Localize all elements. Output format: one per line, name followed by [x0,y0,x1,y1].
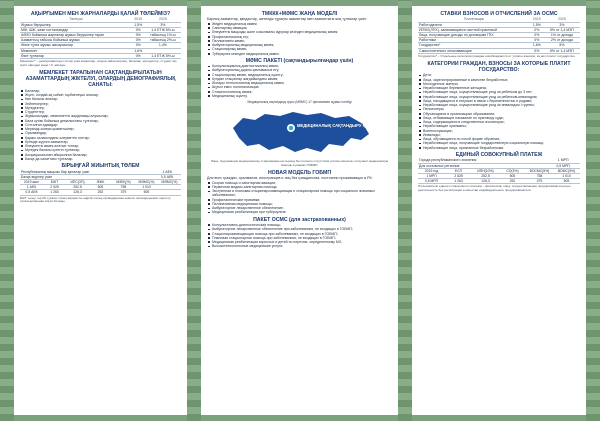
list-item: Жедел медициналық көмек; [207,22,392,26]
list-item: Туберкулез кезіндегі медициналық көмек. [207,52,392,56]
table-cell: 1 МРП [426,173,437,178]
table-cell: 1,5% [132,22,145,27]
column-header: МЗБҚ(%) [116,179,131,184]
column-header: ЕСП [454,168,463,173]
list-item: Лица, находящиеся в отпусках в связи с беременностью и родами; [418,99,580,103]
list-item: Басқа да санаттағы тұлғалар. [20,157,181,161]
list-item: Мерзімді әскери қызметшілер; [20,127,181,131]
list-item: Многодетные матери; [418,82,580,86]
table-cell: Республикалық маңызы бар қалалар үшін [20,170,153,175]
list-item: Лица, содержащиеся в следственных изоляторах; [418,120,580,124]
payment-footnote: БЖТ төлеу тәртібі туралы толық ақпаратты өңірлік салық органдарынан немесе халыққа қызмет көрсету орталықтарынан алуға болады. [20,195,171,204]
table-cell: 3% [145,22,181,27]
list-item: Скорая помощь и санитарная авиация; [207,181,392,185]
table-cell: Басқа өңірлер үшін [20,174,153,179]
map-caption: Медициналық сақтандыру қоры (МӘМС) 17 филиалмен жұмыс істейді [247,100,352,105]
table-header-cell: Төлеуші [20,17,132,22]
list-item: Обучающиеся в организациях образования; [418,112,580,116]
table-cell: 1,5% [530,22,544,27]
section-title: БІРЫҢҒАЙ ЖИЫНТЫҚ ТӨЛЕМ [61,163,140,170]
table-header-cell: 2025 [544,17,580,22]
section-title: МЕМЛЕКЕТ ТАРАПЫНАН САҚТАНДЫРЫЛАТЫН АЗАМАТТАРДЫҢ ЖІКТЕЛУІ, ОЛАРДЫҢ ДЕМОГРАФИЯЛЫҚ САНАТЫ: [25,69,176,89]
list-item: Неработающие лица, осуществляющие уход за инвалидом I группы; [418,103,580,107]
table-cell: 1 АЕК [153,170,181,175]
list-item: Лица, отбывающие наказание по приговору суда; [418,116,580,120]
table-cell: 252,5 [481,173,490,178]
list-item: Первичная медико-санитарная помощь; [207,185,392,189]
list-item: Стационарозамещающая помощь при заболеваниях, не входящих в ГОБМП; [207,232,392,236]
list-item: Инвалиды; [418,133,580,137]
table-cell: 758 [120,185,127,190]
table-cell: 1% от дохода [544,33,580,38]
map-label: МЕДИЦИНАЛЫҚ САҚТАНДЫРУ ҚОРЫ [296,123,375,129]
table-cell: 0,5 АЕК [153,174,181,179]
table-cell: 0% [132,27,145,32]
gobmp-list-kz [207,22,392,56]
section-title: АҚЫРҒЫМЕН МЕН ЖАРНАЛАРДЫ ҚАЛАЙ ТӨЛЕЙМІЗ? [30,11,171,17]
list-item: Студенттер; [20,110,181,114]
panel-russian-rates [412,6,586,415]
category-list [20,89,181,161]
list-item: Амбулаторное лекарственное обеспечение при заболеваниях, не входящих в ГОБМП; [207,227,392,231]
table-cell: 1,4% [145,43,181,48]
list-item: Балалар; [20,89,181,93]
list-item: Неработающие оралманы; [418,124,580,128]
list-item: Оралмандар; [20,131,181,135]
table-cell: 0% [530,48,544,53]
table-cell: 1 МРП [546,158,580,163]
column-header: СО(3%) [506,168,519,173]
section-title: КАТЕГОРИИ ГРАЖДАН, ВЗНОСЫ ЗА КОТОРЫЕ ПЛАТИТ ГОСУДАРСТВО: [427,60,571,74]
country-shape [233,112,369,152]
column-header: МӘМС(%) [161,179,178,184]
single-payment-table [418,158,580,168]
list-item: Лица, обучающиеся по очной форме обучения; [418,137,580,141]
table-cell: Государство* [418,43,530,48]
list-item: Күтімде жүрген азаматтар; [20,140,181,144]
gobmp-list-ru [207,181,392,215]
list-item: Амбулаторное лекарственное обеспечение; [207,206,392,210]
list-item: Қаржы саласындағы әлеуметтік топтар; [20,136,181,140]
table-cell: 0% [132,38,145,43]
table-row [20,174,181,179]
table-cell: 379 [120,190,127,195]
table-cell: Жеке тұлға жұмыс жасаушылар [20,43,132,48]
list-item: Мүгедек баланы күтетін тұлғалар; [20,148,181,152]
section-title: МӘМС ПАКЕТІ (сақтандырылғандар үшін) [245,57,354,64]
table-cell: Лица, получающие доходы по договорам ГПХ [418,33,530,38]
column-header: БЖТ [50,179,59,184]
table-cell: 126,3 [481,179,490,184]
decorative-strip-fold-1 [187,0,201,421]
list-item: Лица, зарегистрированные в качестве безработных; [418,78,580,82]
table-cell: 379 [536,179,543,184]
rates-table [418,17,580,53]
list-item: Зейнеткерлер; [20,102,181,106]
list-item: Консультациялық-диагностикалық көмек; [207,64,392,68]
table-cell: 126,3 [73,190,82,195]
map-note: Лица, подлежащие медицинскому страхованию на период без полного отсутствия уплаты взносов, получают медицинскую помощь в рамках ГОБМП. [210,159,389,168]
table-cell: МЖ, ШЖ, жеке сотталғандар [20,27,132,32]
list-item: Амбулаториялық дәрілік қамтамасыз ету; [207,68,392,72]
table-cell: АӨЗО бойынша жарналар жұмыс берушілер тарап [20,33,132,38]
table-cell: 758 [536,173,543,178]
list-item: Неработающие лица, осуществляющие уход за ребенком до 3 лет; [418,90,580,94]
list-item: Көп балалы аналар; [20,97,181,101]
table-cell: Города республиканского значения [418,158,546,163]
list-item: Бала күтімі бойынша демалыстағы тұлғалар; [20,119,181,123]
table-cell: 3% [544,22,580,27]
table-cell: 0,5 АЕК [25,190,38,195]
list-item: Стационарлық көмек; [207,47,392,51]
table-cell: 252,5 [73,185,82,190]
table-cell: 0,5 МРП [424,179,439,184]
table-row [20,53,181,58]
decorative-strip-fold-2 [398,0,412,421]
table-cell: Мемлекет [20,48,132,53]
table-cell: 1 263 [454,179,463,184]
list-item: Неработающие лица, признанные безработными. [418,146,580,150]
list-item: Профилактические прививки; [207,198,392,202]
table-cell: 5% от 1,4 МЗП [544,27,580,32]
list-item: Неработающие беременные женщины; [418,86,580,90]
list-item: Әлеуметтік көмек алатын топтар; [20,144,181,148]
table-cell: 1 263 [50,190,59,195]
payment-rows [20,185,181,195]
table-cell: Жұмыс берушілер [20,22,132,27]
list-item: Медицинская реабилитация при туберкулезе. [207,210,392,214]
table-cell: Азаматтың табысы бойынша жұмыс [20,38,132,43]
table-cell: Для остальных регионов [418,163,546,168]
table-row [418,163,580,168]
table-cell: ИП/КХ(ЛПХ), занимающиеся частной практикой [418,27,530,32]
table-header-cell: 2025 [145,17,181,22]
table-cell: 1,4 ЕТЖ 5%-ы [145,27,181,32]
payment-footnote: Пользователи единого совокупного платежа – физические лица, осуществляющие предпринимательскую деятельность без регистрации в качестве индивидуального предпринимателя. [418,184,571,193]
list-item: Амбулаториялық медициналық көмек; [207,43,392,47]
payment-rows [418,174,580,184]
list-item: Мүгедектер; [20,106,181,110]
table-header-cell: 2019 [132,17,145,22]
table-cell: 252 [97,190,104,195]
table-cell: 252 [509,179,516,184]
panel-kazakh-rates [14,6,187,415]
table-cell: 2% от дохода [544,38,580,43]
table-cell: 1 010 [142,185,151,190]
list-item: Экстренная и плановая стационарозамещающая и стационарная помощь при социально значимых заболеваниях; [207,189,392,198]
column-header: 2019 год [424,168,439,173]
list-item: Сотталған адамдар; [20,123,181,127]
table-cell: 505 [97,185,104,190]
list-item: Неработающие лица, осуществляющие уход за ребенком-инвалидом; [418,95,580,99]
list-item: Плановая стационарная помощь при заболеваниях, не входящих в ГОБМП; [207,236,392,240]
table-cell: 0% [530,33,544,38]
column-header: ӘЖК [96,179,105,184]
table-cell: 1 010 [562,173,571,178]
table-cell: Өзге тұлғалар [20,53,132,58]
column-header: ВОМС(5%) [557,168,576,173]
list-item: Профилактикалық егу; [207,35,392,39]
column-header: ВОСМС(5%) [529,168,550,173]
column-header: ИПС(ЗП) [70,179,85,184]
section-title: ЕДИНЫЙ СОВОКУПНЫЙ ПЛАТЕЖ [455,151,543,158]
list-item: Жүкті, сондай-ақ сәбиін тәрбиелеуші аналар; [20,93,181,97]
list-item: Жоғары технологиялық медициналық көмек; [207,81,392,85]
table-cell: Работодатели [418,22,530,27]
list-item: Асыраушысынан айырылған балалар; [20,153,181,157]
column-header: 2019 жыл [23,179,40,184]
table-cell: табыстың 2%-ы [145,38,181,43]
list-item: Неработающие лица, получающие государственную социальную помощь; [418,141,580,145]
list-item: Стационарлық көмек, медициналық оңалту; [207,73,392,77]
table-cell: 5% [544,43,580,48]
intro-text: Барлық азаматтар, қандастар, шетелдік тұрақты азаматтар мен азаматтығы жоқ тұлғалар үшін: [207,17,367,22]
decorative-strip-right [586,0,600,421]
rates-footnote: Государство* – Отдельные категории граждан освобождаются от уплаты взносов, за них платит государство. [418,53,576,58]
list-item: Әлеуметтік маңызды және созылмалы аурулар кезіндегі медициналық көмек; [207,30,392,34]
list-item: Паллиативтік көмек; [207,39,392,43]
list-item: Пенсионеры; [418,107,580,111]
table-cell: 0% [530,38,544,43]
table-cell: Работники [418,38,530,43]
list-item: Паллиативная медицинская помощь; [207,202,392,206]
osms-list-kz [207,64,392,98]
list-item: Дети; [418,73,580,77]
list-item: Медициналық оңалту. [207,94,392,98]
table-cell: 0% [132,43,145,48]
list-item: Жұмыссыздар, мемлекеттік жәрдемақы алушылар; [20,114,181,118]
rates-footnote: Мемлекет* – демографиялық топтар үшін жарналар, оларға зейнеткерлер, балалар, мүгедектер, студенттер, жүкті әйелдер және т.б. жатады. [20,59,178,67]
kazakhstan-map [225,106,375,158]
table-cell: 505 [563,179,570,184]
intro-text-ru: Для всех граждан, оралманов, иностранцев и лиц без гражданства, постоянно проживающих в РК: [207,176,373,181]
table-cell: 1,4 ЕТЖ 5%-ы [145,53,181,58]
list-item: Высокотехнологичные медицинские услуги. [207,244,392,248]
list-item: Шұғыл емес госпитализация; [207,85,392,89]
list-item: Консультативно-диагностическая помощь; [207,223,392,227]
section-title: НОВАЯ МОДЕЛЬ ГОБМП [267,169,332,176]
table-row [418,48,580,53]
list-item: Санитарлық авиация; [207,26,392,30]
table-cell: Самостоятельно оплачивающие [418,48,530,53]
table-cell: 0% [132,33,145,38]
table-header-cell: 2019 [530,17,544,22]
table-header-cell: Плательщик [418,17,530,22]
table-cell: 1,6% [132,48,145,53]
single-payment-table [20,170,181,180]
decorative-strip-left [0,0,14,421]
osms-list-ru [207,223,392,249]
section-title: ТМККК+МӘМС ЖАҢА МОДЕЛІ [261,11,338,17]
list-item: Военнослужащие; [418,129,580,133]
panel-new-model [201,6,398,415]
table-cell: 0,5 МРП [546,163,580,168]
table-cell: 0% [132,53,145,58]
table-cell: 5% от 1,4 МЗП [544,48,580,53]
table-row [20,33,181,38]
table-cell: 1,6% [530,43,544,48]
table-cell: табыстың 1%-ы [145,33,181,38]
table-cell: 2 525 [50,185,59,190]
rates-table [20,17,181,59]
table-cell: 1 АЕК [26,185,37,190]
category-list [418,73,580,150]
column-header: ИПН(10%) [477,168,494,173]
table-cell: 0% [530,27,544,32]
list-item: Медицинская реабилитация взрослых и детей по перечню, определенному МЗ; [207,240,392,244]
list-item: Стоматологиялық көмек; [207,90,392,94]
table-row [20,190,181,195]
table-cell: 505 [143,190,150,195]
column-header: МӘМС(%) [138,179,155,184]
section-title: СТАВКИ ВЗНОСОВ И ОТЧИСЛЕНИЙ ЗА ОСМС [440,11,558,17]
list-item: Күндізгі стационар жағдайындағы көмек; [207,77,392,81]
table-cell: 2 525 [454,173,463,178]
section-title: ПАКЕТ ОСМС (для застрахованных) [253,216,346,223]
table-cell: 505 [509,173,516,178]
